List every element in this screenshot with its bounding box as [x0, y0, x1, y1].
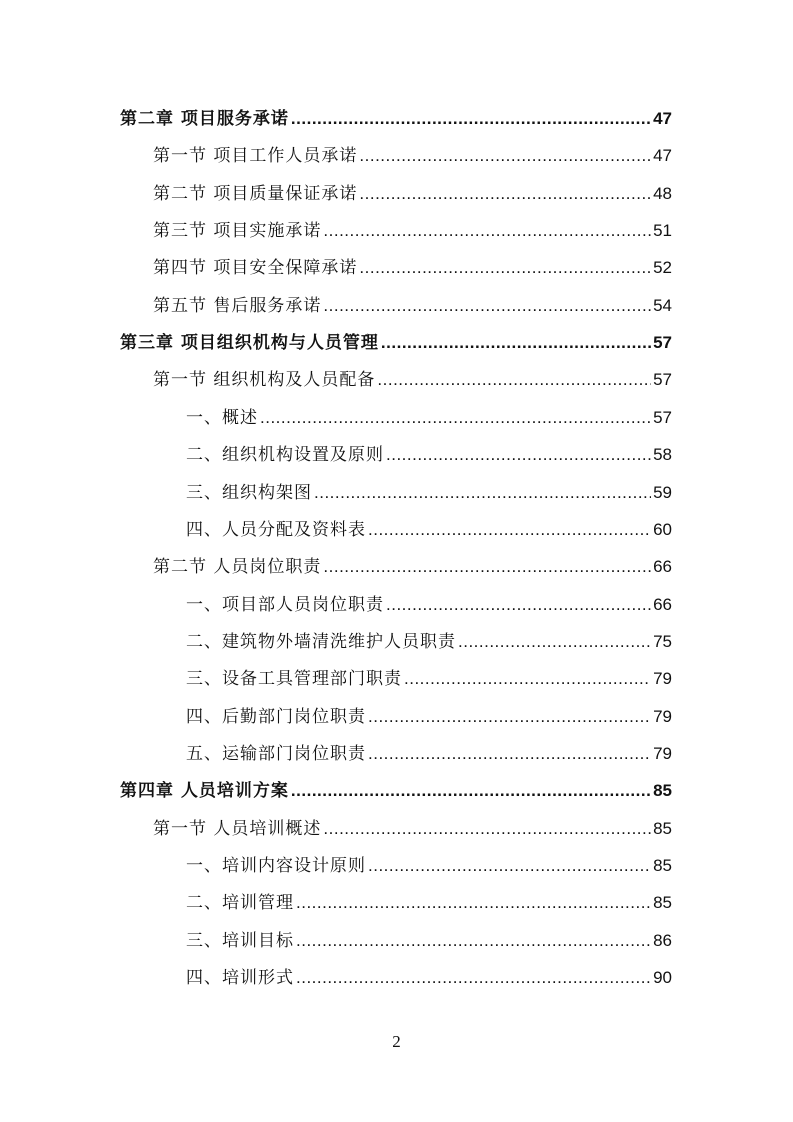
toc-subsection-entry[interactable] [186, 890, 672, 916]
toc-entry-title: 三、培训目标 [186, 930, 294, 951]
toc-subsection-entry[interactable] [186, 666, 672, 692]
toc-entry-title: 第五节 售后服务承诺 [153, 295, 322, 316]
leader-dots [458, 629, 651, 655]
leader-dots [323, 554, 651, 580]
toc-entry-page: 79 [653, 669, 672, 689]
leader-dots [381, 330, 651, 356]
toc-section-entry[interactable] [153, 816, 672, 842]
toc-chapter-entry[interactable] [120, 330, 672, 356]
toc-entry-title: 二、建筑物外墙清洗维护人员职责 [186, 631, 456, 652]
toc-subsection-entry[interactable] [186, 704, 672, 730]
leader-dots [368, 704, 651, 730]
leader-dots [386, 592, 651, 618]
toc-entry-page: 57 [653, 370, 672, 390]
leader-dots [359, 255, 651, 281]
leader-dots [296, 965, 651, 991]
leader-dots [323, 816, 651, 842]
leader-dots [314, 480, 651, 506]
leader-dots [291, 778, 651, 804]
leader-dots [404, 666, 651, 692]
toc-subsection-entry[interactable] [186, 442, 672, 468]
toc-entry-title: 四、后勤部门岗位职责 [186, 706, 366, 727]
toc-entry-title: 第一节 组织机构及人员配备 [153, 370, 376, 391]
toc-entry-page: 48 [653, 183, 672, 203]
toc-subsection-entry[interactable] [186, 480, 672, 506]
page-number: 2 [392, 1032, 401, 1051]
leader-dots [359, 181, 651, 207]
toc-entry-page: 90 [653, 968, 672, 988]
toc-chapter-entry[interactable] [120, 106, 672, 132]
toc-entry-page: 79 [653, 706, 672, 726]
toc-entry-page: 85 [653, 818, 672, 838]
toc-entry-page: 66 [653, 557, 672, 577]
toc-subsection-entry[interactable] [186, 965, 672, 991]
toc-entry-title: 第二章 项目服务承诺 [120, 109, 289, 129]
toc-section-entry[interactable] [153, 367, 672, 393]
toc-entry-title: 第二节 项目质量保证承诺 [153, 183, 358, 204]
leader-dots [260, 405, 651, 431]
toc-entry-page: 57 [653, 407, 672, 427]
toc-entry-page: 54 [653, 295, 672, 315]
toc-subsection-entry[interactable] [186, 853, 672, 879]
toc-entry-page: 47 [653, 109, 672, 128]
toc-subsection-entry[interactable] [186, 629, 672, 655]
toc-entry-page: 75 [653, 631, 672, 651]
toc-section-entry[interactable] [153, 554, 672, 580]
toc-entry-page: 51 [653, 221, 672, 241]
leader-dots [323, 218, 651, 244]
leader-dots [296, 928, 651, 954]
toc-entry-title: 第三节 项目实施承诺 [153, 221, 322, 242]
toc-subsection-entry[interactable] [186, 928, 672, 954]
toc-entry-title: 第二节 人员岗位职责 [153, 557, 322, 578]
toc-section-entry[interactable] [153, 255, 672, 281]
toc-entry-page: 66 [653, 594, 672, 614]
toc-section-entry[interactable] [153, 293, 672, 319]
leader-dots [359, 143, 651, 169]
toc-chapter-entry[interactable] [120, 778, 672, 804]
toc-entry-page: 85 [653, 856, 672, 875]
toc-subsection-entry[interactable] [186, 405, 672, 431]
toc-entry-title: 一、项目部人员岗位职责 [186, 594, 384, 615]
toc-entry-title: 第一节 人员培训概述 [153, 818, 322, 839]
toc-entry-page: 58 [653, 445, 672, 465]
toc-entry-title: 五、运输部门岗位职责 [186, 743, 366, 764]
leader-dots [296, 890, 651, 916]
toc-section-entry[interactable] [153, 218, 672, 244]
toc-entry-page: 59 [653, 482, 672, 502]
toc-section-entry[interactable] [153, 181, 672, 207]
toc-entry-page: 57 [653, 333, 672, 353]
leader-dots [377, 367, 651, 393]
toc-entry-title: 三、设备工具管理部门职责 [186, 669, 402, 690]
toc-entry-title: 三、组织构架图 [186, 482, 312, 503]
toc-subsection-entry[interactable] [186, 592, 672, 618]
toc-entry-page: 52 [653, 258, 672, 278]
toc-entry-title: 第四节 项目安全保障承诺 [153, 258, 358, 279]
leader-dots [323, 293, 651, 319]
toc-entry-page: 47 [653, 146, 672, 166]
toc-entry-page: 60 [653, 519, 672, 539]
toc-entry-title: 二、培训管理 [186, 893, 294, 914]
leader-dots [368, 517, 651, 543]
toc-subsection-entry[interactable] [186, 741, 672, 767]
toc-entry-page: 85 [653, 781, 672, 801]
toc-entry-title: 二、组织机构设置及原则 [186, 445, 384, 466]
toc-entry-title: 一、培训内容设计原则 [186, 856, 366, 876]
leader-dots [368, 853, 651, 879]
leader-dots [291, 106, 651, 132]
toc-entry-page: 85 [653, 893, 672, 913]
toc-entry-title: 一、概述 [186, 407, 258, 428]
toc-entry-title: 四、培训形式 [186, 968, 294, 989]
leader-dots [368, 741, 651, 767]
toc-entry-title: 第四章 人员培训方案 [120, 781, 289, 802]
toc-entry-title: 第三章 项目组织机构与人员管理 [120, 333, 379, 354]
leader-dots [386, 442, 651, 468]
toc-entry-page: 79 [653, 743, 672, 763]
toc-entry-title: 四、人员分配及资料表 [186, 519, 366, 540]
toc-entry-title: 第一节 项目工作人员承诺 [153, 146, 358, 167]
toc-subsection-entry[interactable] [186, 517, 672, 543]
toc-entry-page: 86 [653, 930, 672, 950]
toc-section-entry[interactable] [153, 143, 672, 169]
